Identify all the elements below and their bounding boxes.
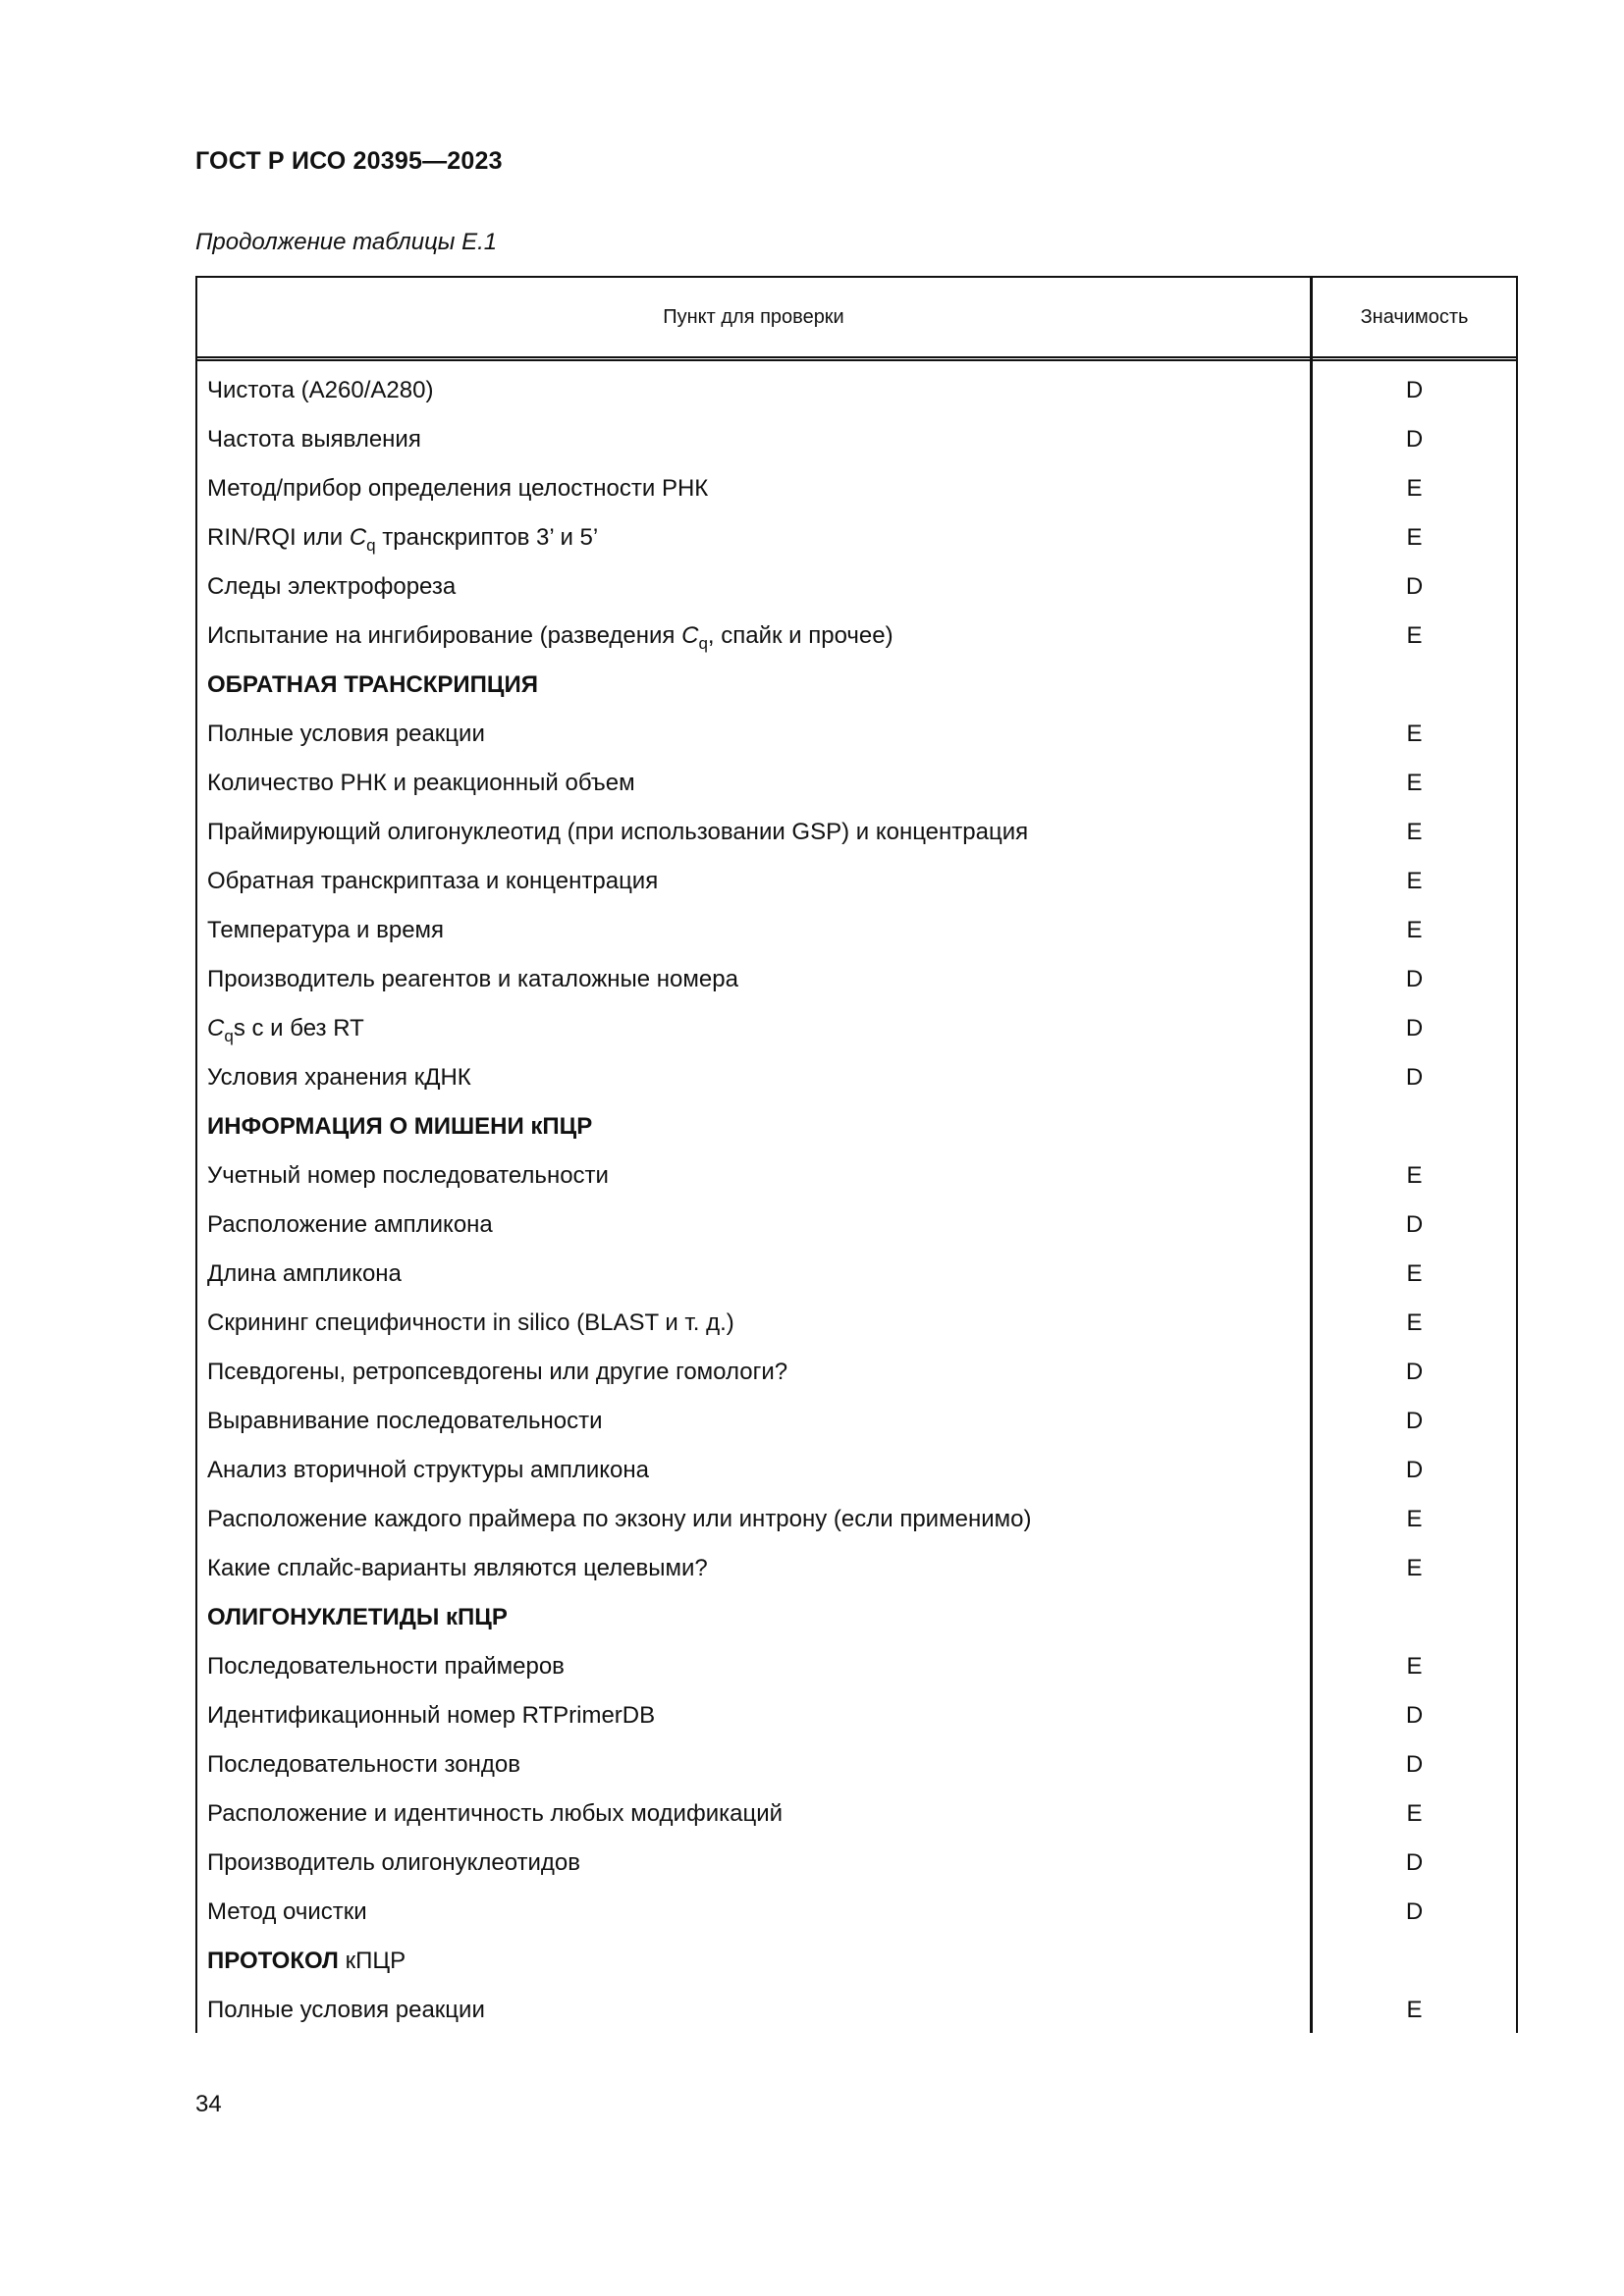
row-significance: E — [1406, 475, 1423, 502]
row-item: Температура и время — [207, 917, 445, 943]
row-item: Какие сплайс-варианты являются целевыми? — [207, 1555, 708, 1581]
row-item: Чистота (А260/А280) — [207, 377, 434, 403]
row-significance: D — [1405, 377, 1424, 403]
row-item: Анализ вторичной структуры ампликона — [207, 1457, 649, 1483]
row-item: Расположение и идентичность любых модификаций — [207, 1800, 784, 1827]
table-row — [197, 1053, 1516, 1102]
row-item: Последовательности зондов — [207, 1751, 520, 1778]
row-item: Последовательности праймеров — [207, 1653, 565, 1680]
table-row — [197, 710, 1516, 759]
table-row — [197, 513, 1516, 562]
section-heading: ИНФОРМАЦИЯ О МИШЕНИ кПЦР — [207, 1113, 593, 1140]
row-item: Скрининг специфичности in silico (BLAST и т. д.) — [207, 1309, 734, 1336]
row-significance: D — [1405, 573, 1424, 600]
table-row — [197, 1250, 1516, 1299]
row-item: Расположение каждого праймера по экзону или интрону (если применимо) — [207, 1506, 1032, 1532]
table-row — [197, 1446, 1516, 1495]
header-item: Пункт для проверки — [663, 306, 844, 328]
table-row — [197, 1642, 1516, 1691]
section-row — [197, 1102, 1516, 1151]
section-heading-bold: ПРОТОКОЛ — [207, 1948, 339, 1974]
table-row — [197, 1544, 1516, 1593]
table-row — [197, 955, 1516, 1004]
row-item: Выравнивание последовательности — [207, 1408, 603, 1434]
row-significance: E — [1406, 917, 1423, 943]
cq-subscript: q — [224, 1027, 234, 1045]
row-item: Условия хранения кДНК — [207, 1064, 471, 1091]
row-item-suffix: , спайк и прочее) — [707, 622, 893, 649]
table-row — [197, 612, 1516, 661]
row-significance: E — [1406, 1800, 1423, 1827]
table-body — [197, 366, 1516, 2035]
row-significance: D — [1405, 1457, 1424, 1483]
row-significance: D — [1405, 966, 1424, 992]
row-significance: E — [1406, 1309, 1423, 1336]
row-significance: D — [1405, 1211, 1424, 1238]
table-row — [197, 808, 1516, 857]
checklist-table — [195, 276, 1518, 2033]
table-row — [197, 1495, 1516, 1544]
row-item-prefix: Испытание на ингибирование (разведения — [207, 622, 682, 649]
table-caption: Продолжение таблицы Е.1 — [195, 229, 498, 255]
table-row — [197, 1740, 1516, 1789]
table-header — [197, 278, 1516, 361]
table-row — [197, 1201, 1516, 1250]
row-significance: E — [1406, 1997, 1423, 2023]
table-row — [197, 857, 1516, 906]
row-item: Праймирующий олигонуклеотид (при использовании GSP) и концентрация — [207, 819, 1029, 845]
page-number: 34 — [195, 2091, 222, 2117]
row-item-prefix: RIN/RQI или — [207, 524, 350, 551]
table-row — [197, 759, 1516, 808]
section-heading-normal: кПЦР — [338, 1948, 406, 1974]
cq-symbol — [207, 1015, 234, 1045]
row-significance: D — [1405, 1408, 1424, 1434]
table-row — [197, 1299, 1516, 1348]
row-significance: D — [1405, 1751, 1424, 1778]
row-significance: E — [1406, 1653, 1423, 1680]
row-significance: E — [1406, 524, 1423, 551]
row-item: Обратная транскриптаза и концентрация — [207, 868, 659, 894]
row-item: Полные условия реакции — [207, 1997, 485, 2023]
table-row — [197, 1397, 1516, 1446]
row-significance: E — [1406, 1260, 1423, 1287]
table-row — [197, 1789, 1516, 1839]
row-significance: E — [1406, 770, 1423, 796]
document-code: ГОСТ Р ИСО 20395—2023 — [195, 147, 503, 175]
table-row — [197, 1888, 1516, 1937]
cq-symbol — [349, 524, 376, 555]
table-row — [197, 906, 1516, 955]
row-item: Количество РНК и реакционный объем — [207, 770, 635, 796]
cq-subscript: q — [698, 634, 708, 653]
row-item-suffix: транскриптов 3’ и 5’ — [375, 524, 599, 551]
table-row — [197, 464, 1516, 513]
row-significance: D — [1405, 1359, 1424, 1385]
row-significance: E — [1406, 721, 1423, 747]
row-significance: E — [1406, 622, 1423, 649]
row-item: Производитель олигонуклеотидов — [207, 1849, 581, 1876]
section-row — [197, 661, 1516, 710]
header-significance: Значимость — [1360, 306, 1469, 328]
row-item: Производитель реагентов и каталожные номера — [207, 966, 738, 992]
cq-letter: C — [681, 622, 699, 649]
row-significance: E — [1406, 1555, 1423, 1581]
row-significance: E — [1406, 1162, 1423, 1189]
cq-letter: C — [349, 524, 367, 551]
section-heading: ОЛИГОНУКЛЕТИДЫ кПЦР — [207, 1604, 508, 1630]
row-significance: D — [1405, 1702, 1424, 1729]
row-item — [207, 612, 893, 661]
row-significance: D — [1405, 426, 1424, 453]
row-item: Учетный номер последовательности — [207, 1162, 609, 1189]
table-row — [197, 1151, 1516, 1201]
row-item: Идентификационный номер RTPrimerDB — [207, 1702, 656, 1729]
cq-symbol — [681, 622, 708, 653]
section-row — [197, 1937, 1516, 1986]
row-item: Частота выявления — [207, 426, 421, 453]
row-item: Следы электрофореза — [207, 573, 457, 600]
row-item: Метод очистки — [207, 1898, 367, 1925]
row-item — [207, 1004, 364, 1053]
row-item-suffix: s с и без RT — [233, 1015, 364, 1041]
row-significance: E — [1406, 819, 1423, 845]
row-item: Расположение ампликона — [207, 1211, 493, 1238]
row-item: Длина ампликона — [207, 1260, 402, 1287]
table-row — [197, 415, 1516, 464]
row-significance: E — [1406, 1506, 1423, 1532]
table-row — [197, 366, 1516, 415]
table-row — [197, 1691, 1516, 1740]
table-row — [197, 1348, 1516, 1397]
section-heading: ОБРАТНАЯ ТРАНСКРИПЦИЯ — [207, 671, 538, 698]
row-item: Псевдогены, ретропсевдогены или другие гомологи? — [207, 1359, 788, 1385]
table-row — [197, 1986, 1516, 2035]
table-row — [197, 1004, 1516, 1053]
table-row — [197, 562, 1516, 612]
row-significance: D — [1405, 1898, 1424, 1925]
section-row — [197, 1593, 1516, 1642]
row-significance: E — [1406, 868, 1423, 894]
cq-subscript: q — [366, 536, 376, 555]
row-significance: D — [1405, 1064, 1424, 1091]
row-item — [207, 513, 598, 562]
table-row — [197, 1839, 1516, 1888]
cq-letter: C — [207, 1015, 225, 1041]
section-heading — [207, 1937, 406, 1986]
row-significance: D — [1405, 1849, 1424, 1876]
row-item: Метод/прибор определения целостности РНК — [207, 475, 709, 502]
row-significance: D — [1405, 1015, 1424, 1041]
row-item: Полные условия реакции — [207, 721, 485, 747]
